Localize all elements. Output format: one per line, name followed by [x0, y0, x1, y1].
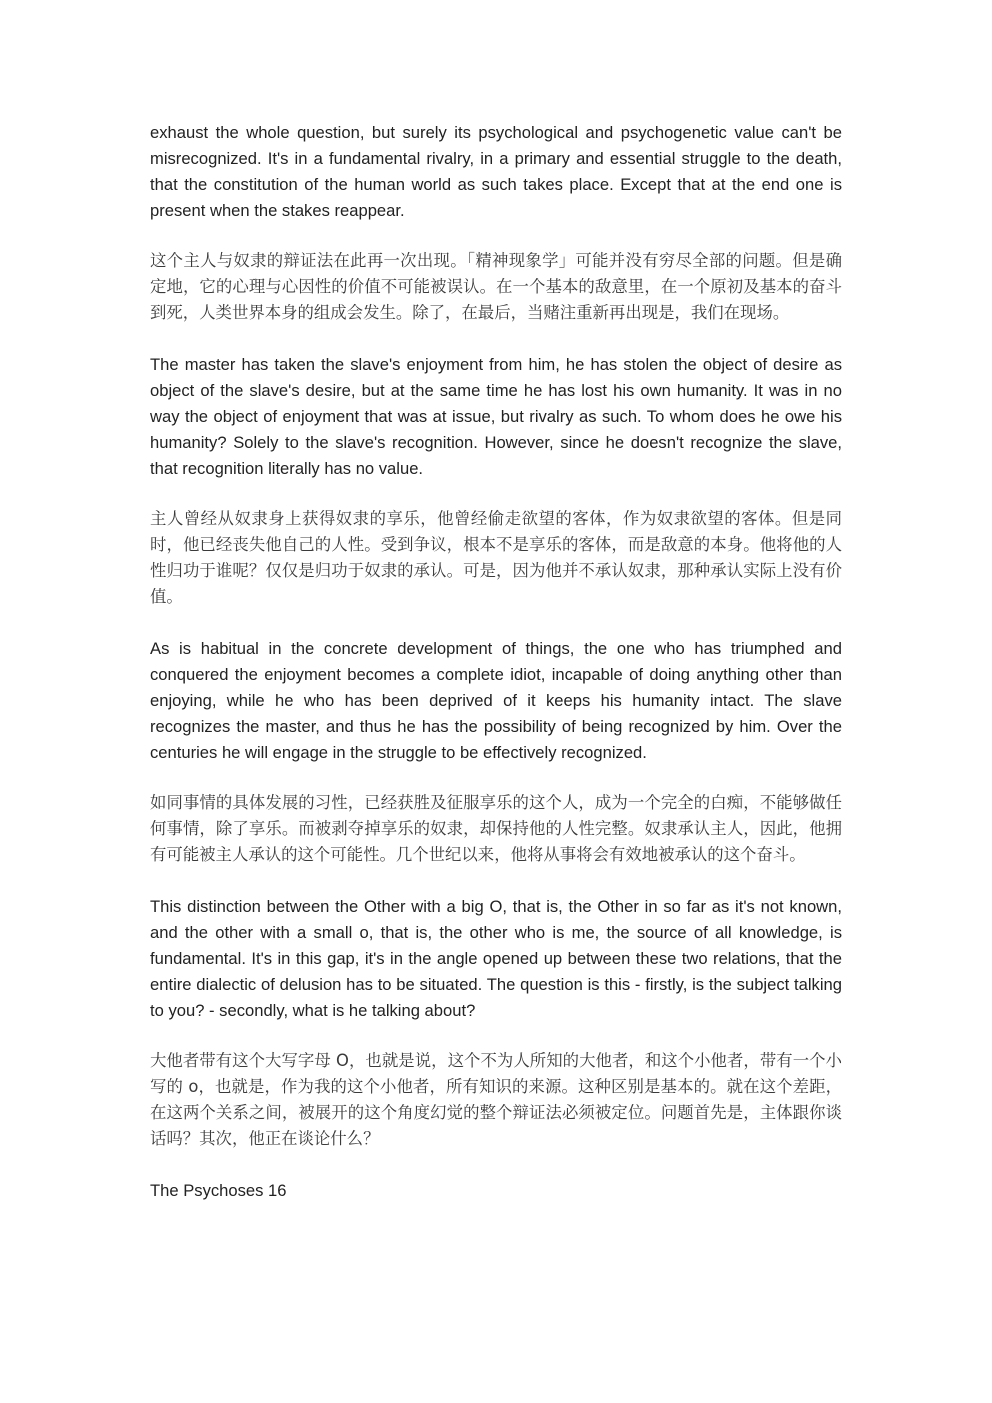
paragraph-en-1: exhaust the whole question, but surely its psychological and psychogenetic value can't be misrecognized. It's in a fundamental rivalry, in a primary and essential struggle to the death, that the constitution of the human world as such takes place. Except that at the end one is present when the stakes reappear. [150, 123, 842, 220]
document-page [150, 120, 842, 1204]
paragraph-zh-2: 主人曾经从奴隶身上获得奴隶的享乐，他曾经偷走欲望的客体，作为奴隶欲望的客体。但是同时，他已经丧失他自己的人性。受到争议，根本不是享乐的客体，而是敌意的本身。他将他的人性归功于谁呢？仅仅是归功于奴隶的承认。可是，因为他并不承认奴隶，那种承认实际上没有价值。 [150, 509, 842, 606]
paragraph-zh-4: 大他者带有这个大写字母 O，也就是说，这个不为人所知的大他者，和这个小他者，带有一个小写的 o，也就是，作为我的这个小他者，所有知识的来源。这种区别是基本的。就在这个差距，在这两个关系之间，被展开的这个角度幻觉的整个辩证法必须被定位。问题首先是，主体跟你谈话吗？其次，他正在谈论什么？ [150, 1051, 842, 1148]
page-footer: The Psychoses 16 [150, 1181, 287, 1200]
paragraph-en-4: This distinction between the Other with a big O, that is, the Other in so far as it's not known, and the other with a small o, that is, the other who is me, the source of all knowledge, is fundamental. It's in this gap, it's in the angle opened up between these two relations, that the entire dialectic of delusion has to be situated. The question is this - firstly, is the subject talking to you? - secondly, what is he talking about? [150, 897, 842, 1020]
paragraph-en-2: The master has taken the slave's enjoyment from him, he has stolen the object of desire as object of the slave's desire, but at the same time he has lost his own humanity. It was in no way the object of enjoyment that was at issue, but rivalry as such. To whom does he owe his humanity? Solely to the slave's recognition. However, since he doesn't recognize the slave, that recognition literally has no value. [150, 355, 842, 478]
paragraph-zh-3: 如同事情的具体发展的习性，已经获胜及征服享乐的这个人，成为一个完全的白痴，不能够做任何事情，除了享乐。而被剥夺掉享乐的奴隶，却保持他的人性完整。奴隶承认主人，因此，他拥有可能被主人承认的这个可能性。几个世纪以来，他将从事将会有效地被承认的这个奋斗。 [150, 793, 842, 864]
paragraph-en-3: As is habitual in the concrete development of things, the one who has triumphed and conquered the enjoyment becomes a complete idiot, incapable of doing anything other than enjoying, while he who has been deprived of it keeps his humanity intact. The slave recognizes the master, and thus he has the possibility of being recognized by him. Over the centuries he will engage in the struggle to be effectively recognized. [150, 639, 842, 762]
paragraph-zh-1: 这个主人与奴隶的辩证法在此再一次出现。「精神现象学」可能并没有穷尽全部的问题。但是确定地，它的心理与心因性的价值不可能被误认。在一个基本的敌意里，在一个原初及基本的奋斗到死，人类世界本身的组成会发生。除了，在最后，当赌注重新再出现是，我们在现场。 [150, 251, 842, 322]
